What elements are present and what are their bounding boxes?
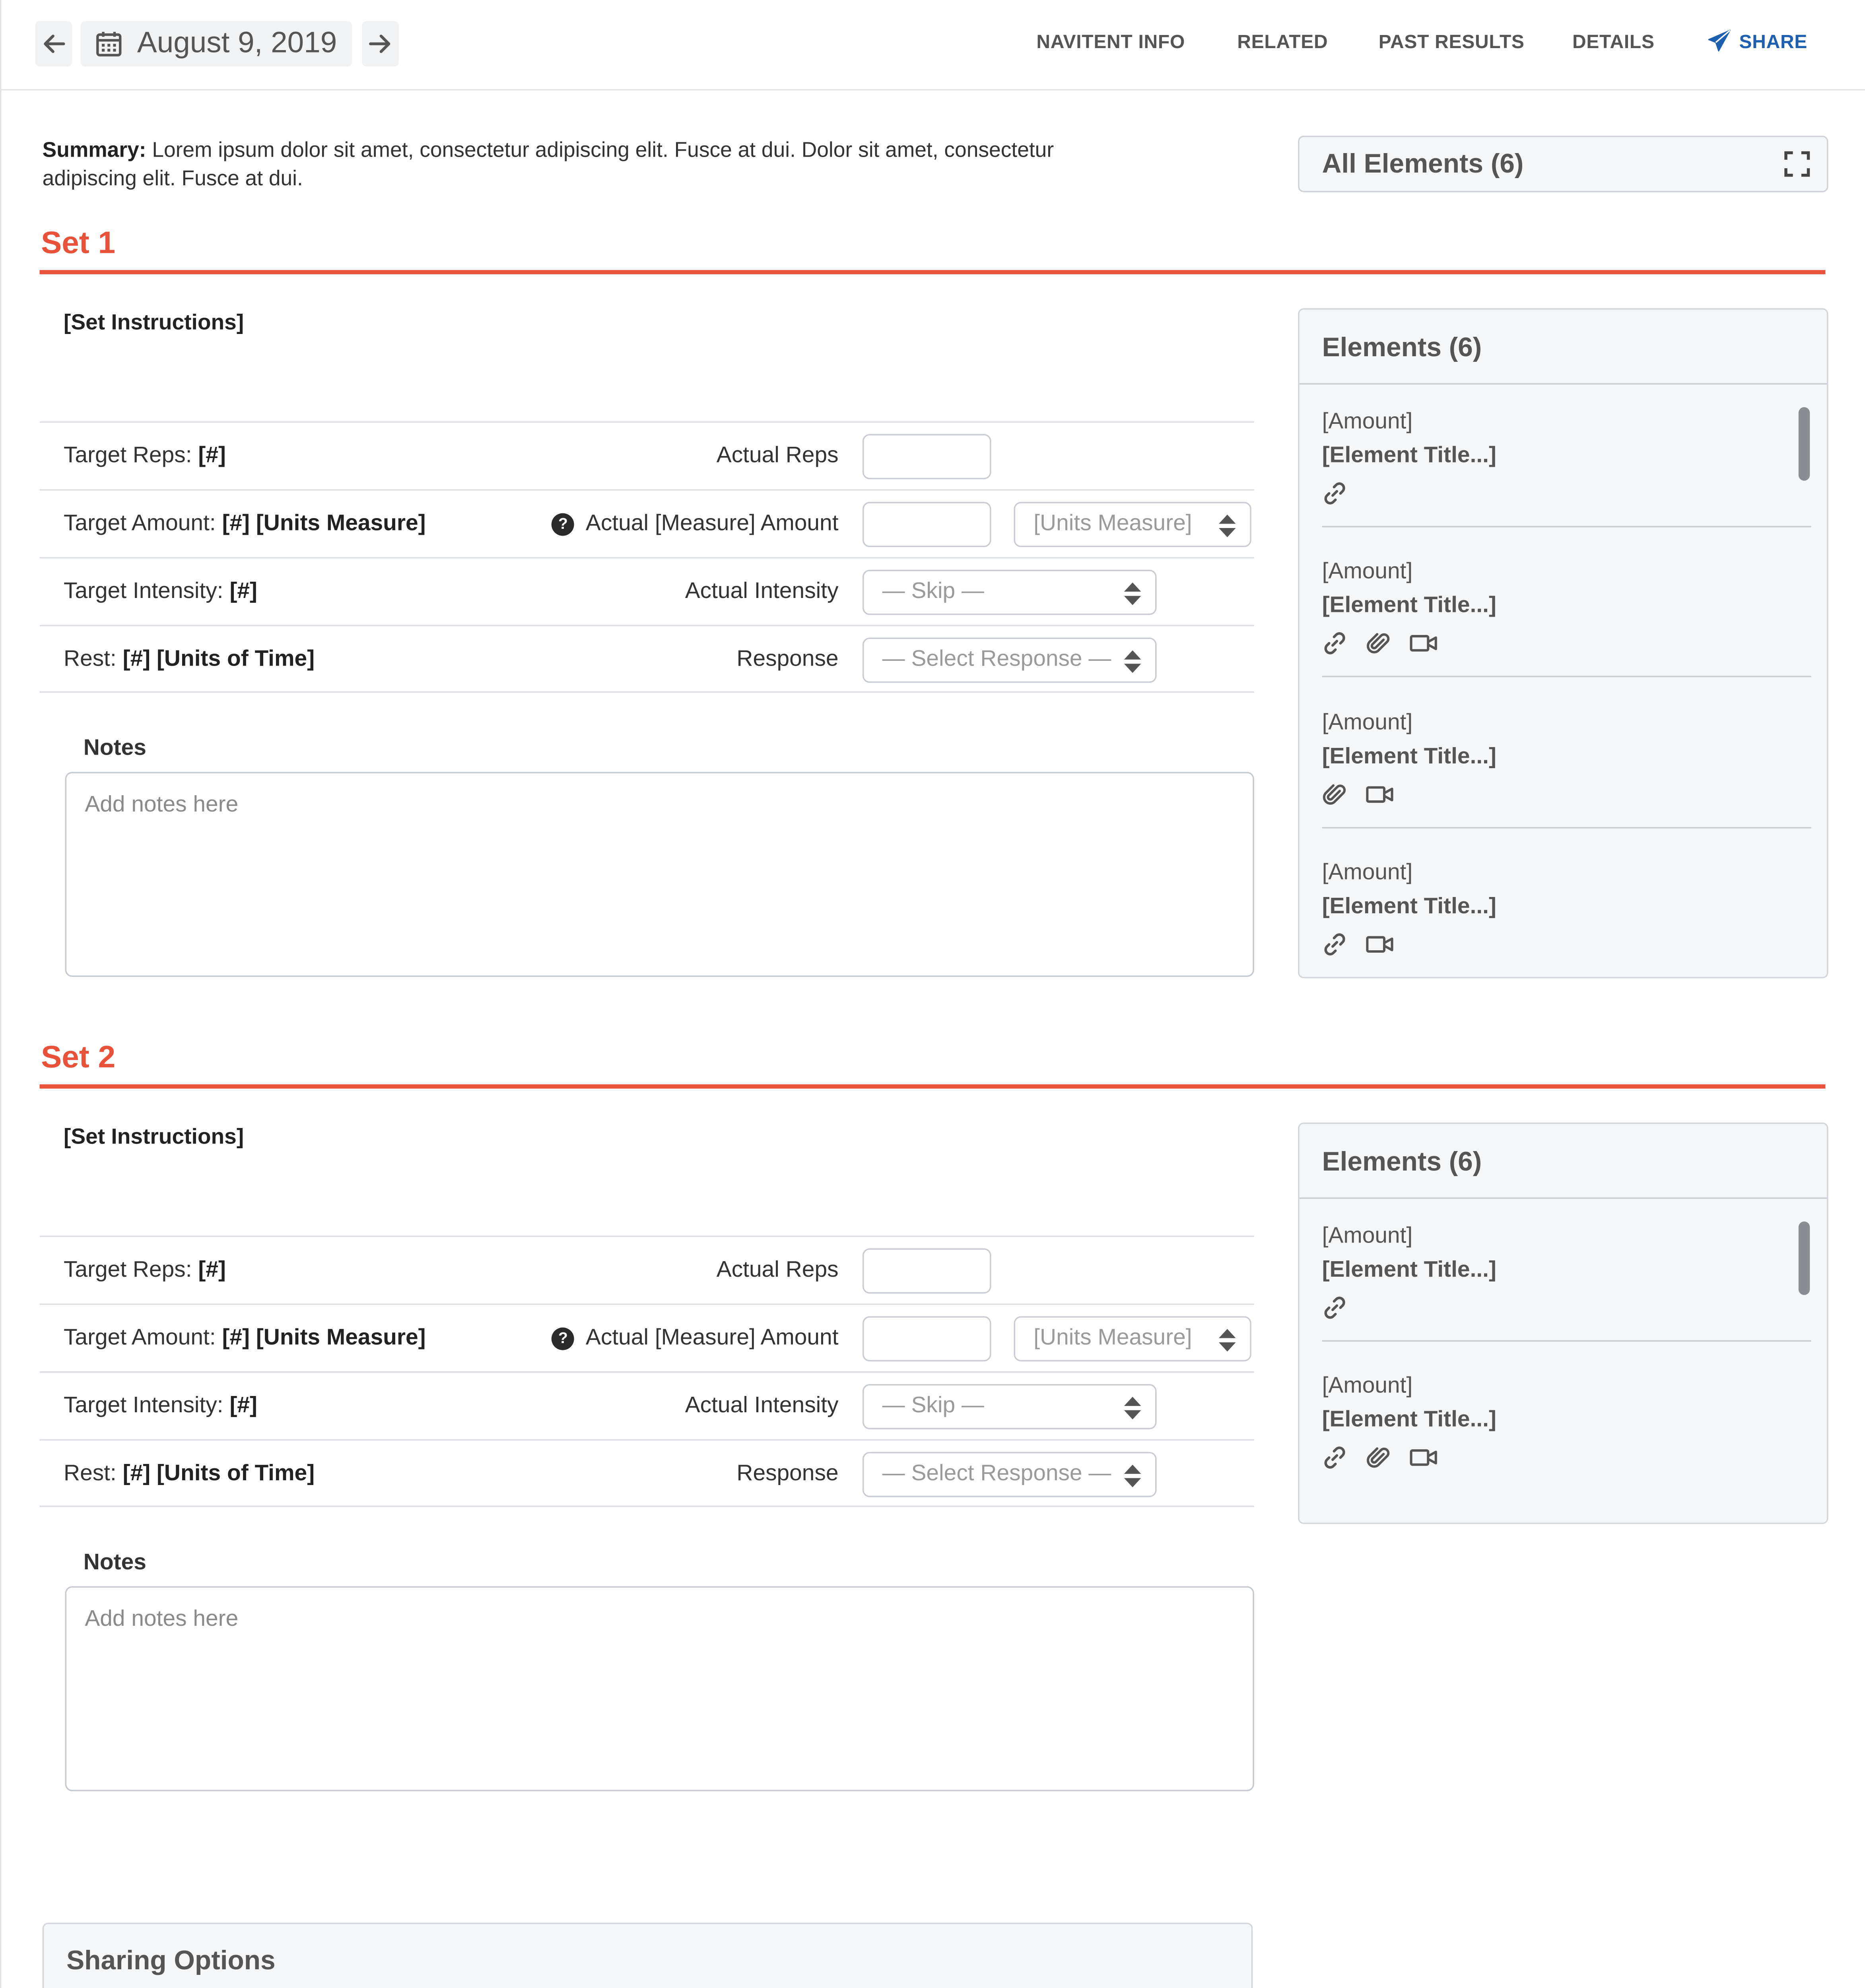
row-divider — [40, 489, 1254, 491]
row-divider — [40, 1506, 1254, 1507]
list-item[interactable]: [Amount] [Element Title...] — [1322, 1374, 1811, 1472]
paperclip-icon[interactable] — [1366, 631, 1391, 656]
set-2-notes-textarea[interactable]: Add notes here — [65, 1586, 1254, 1791]
set-2-divider — [40, 1084, 1826, 1089]
set-1-title: Set 1 — [41, 225, 116, 260]
set-2-rest: Rest: [#] [Units of Time] — [64, 1462, 315, 1486]
list-item[interactable]: [Amount] [Element Title...] — [1322, 861, 1811, 958]
set-2-intensity-select[interactable]: — Skip — — [863, 1384, 1157, 1429]
link-icon[interactable] — [1322, 1295, 1348, 1320]
set-1-target-intensity: Target Intensity: [#] — [64, 579, 258, 604]
set-2-actual-amount-label: ? Actual [Measure] Amount — [552, 1326, 839, 1351]
set-1-target-reps: Target Reps: [#] — [64, 444, 226, 468]
sort-arrows-icon — [1123, 649, 1142, 674]
row-divider — [40, 1439, 1254, 1441]
all-elements-bar[interactable] — [1298, 136, 1828, 192]
set-2-elements-title: Elements (6) — [1322, 1148, 1482, 1178]
row-divider — [40, 421, 1254, 423]
set-1-actual-amount-label: ? Actual [Measure] Amount — [552, 512, 839, 537]
summary-label: Summary: — [42, 138, 146, 163]
nav-details[interactable]: DETAILS — [1572, 31, 1655, 52]
set-2-actual-intensity-label: Actual Intensity — [685, 1394, 839, 1418]
set-1-response-select[interactable]: — Select Response — — [863, 638, 1157, 683]
row-divider — [40, 1371, 1254, 1373]
calendar-icon — [95, 30, 123, 58]
set-2-elements-panel — [1298, 1122, 1828, 1524]
set-2-response-select[interactable]: — Select Response — — [863, 1452, 1157, 1497]
set-1-response-label: Response — [736, 647, 839, 672]
top-bar — [2, 0, 1865, 91]
set-1-notes-textarea[interactable]: Add notes here — [65, 772, 1254, 977]
set-1-divider — [40, 270, 1826, 274]
list-item[interactable]: [Amount] [Element Title...] — [1322, 1224, 1811, 1322]
all-elements-label: All Elements (6) — [1322, 149, 1524, 180]
paperclip-icon[interactable] — [1322, 782, 1348, 807]
expand-icon[interactable] — [1784, 151, 1810, 177]
link-icon[interactable] — [1322, 1445, 1348, 1470]
row-divider — [40, 557, 1254, 559]
next-date-button[interactable] — [362, 21, 398, 66]
set-1-instructions: [Set Instructions] — [64, 311, 244, 335]
link-icon[interactable] — [1322, 481, 1348, 506]
sharing-options-panel — [43, 1923, 1253, 1988]
set-2-actual-reps-input[interactable] — [863, 1248, 991, 1294]
paperclip-icon[interactable] — [1366, 1445, 1391, 1470]
set-1-units-select[interactable]: [Units Measure] — [1014, 502, 1251, 547]
set-1-actual-intensity-label: Actual Intensity — [685, 579, 839, 604]
set-2-actual-amount-input[interactable] — [863, 1316, 991, 1361]
sort-arrows-icon — [1123, 581, 1142, 606]
set-1-actual-amount-input[interactable] — [863, 502, 991, 547]
set-2-response-label: Response — [736, 1462, 839, 1486]
summary-text: Lorem ipsum dolor sit amet, consectetur adipiscing elit. Fusce at dui. Dolor sit amet, consectetur adipiscing elit. Fusce at dui. — [42, 138, 1054, 191]
set-2-target-reps: Target Reps: [#] — [64, 1258, 226, 1283]
video-icon[interactable] — [1366, 783, 1394, 806]
list-item[interactable]: [Amount] [Element Title...] — [1322, 560, 1811, 657]
set-2-target-intensity: Target Intensity: [#] — [64, 1394, 258, 1418]
set-2-title: Set 2 — [41, 1039, 116, 1075]
video-icon[interactable] — [1410, 1446, 1438, 1469]
set-1-actual-reps-label: Actual Reps — [716, 444, 839, 468]
set-2-instructions: [Set Instructions] — [64, 1125, 244, 1149]
nav-navitent-info[interactable]: NAVITENT INFO — [1036, 31, 1185, 52]
link-icon[interactable] — [1322, 631, 1348, 656]
sort-arrows-icon — [1123, 1395, 1142, 1421]
list-item[interactable]: [Amount] [Element Title...] — [1322, 410, 1811, 507]
set-2-actual-reps-label: Actual Reps — [716, 1258, 839, 1283]
sort-arrows-icon — [1123, 1463, 1142, 1489]
row-divider — [40, 691, 1254, 693]
date-picker[interactable] — [81, 21, 352, 66]
set-2-notes-label: Notes — [83, 1551, 146, 1575]
link-icon[interactable] — [1322, 932, 1348, 957]
list-item[interactable]: [Amount] [Element Title...] — [1322, 711, 1811, 809]
set-1-elements-panel — [1298, 308, 1828, 978]
set-2-units-select[interactable]: [Units Measure] — [1014, 1316, 1251, 1361]
set-2-target-amount: Target Amount: [#] [Units Measure] — [64, 1326, 426, 1350]
row-divider — [40, 1303, 1254, 1305]
help-icon[interactable]: ? — [552, 513, 575, 536]
paper-plane-icon — [1708, 30, 1731, 52]
sharing-options-title: Sharing Options — [66, 1947, 276, 1976]
share-button[interactable] — [1708, 30, 1807, 52]
help-icon[interactable]: ? — [552, 1328, 575, 1350]
summary — [43, 137, 1061, 194]
set-1-elements-title: Elements (6) — [1322, 334, 1482, 363]
share-label: SHARE — [1739, 30, 1808, 52]
sort-arrows-icon — [1217, 513, 1237, 539]
set-1-intensity-select[interactable]: — Skip — — [863, 570, 1157, 615]
arrow-right-icon — [366, 30, 394, 58]
video-icon[interactable] — [1410, 632, 1438, 654]
nav-past-results[interactable]: PAST RESULTS — [1378, 31, 1525, 52]
date-label: August 9, 2019 — [137, 27, 337, 60]
set-1-rest: Rest: [#] [Units of Time] — [64, 647, 315, 672]
nav-related[interactable]: RELATED — [1237, 31, 1328, 52]
row-divider — [40, 1236, 1254, 1237]
arrow-left-icon — [40, 30, 68, 58]
set-1-target-amount: Target Amount: [#] [Units Measure] — [64, 512, 426, 536]
previous-date-button[interactable] — [35, 21, 72, 66]
video-icon[interactable] — [1366, 933, 1394, 956]
row-divider — [40, 625, 1254, 627]
sort-arrows-icon — [1217, 1328, 1237, 1353]
set-1-actual-reps-input[interactable] — [863, 434, 991, 480]
set-1-notes-label: Notes — [83, 736, 146, 761]
